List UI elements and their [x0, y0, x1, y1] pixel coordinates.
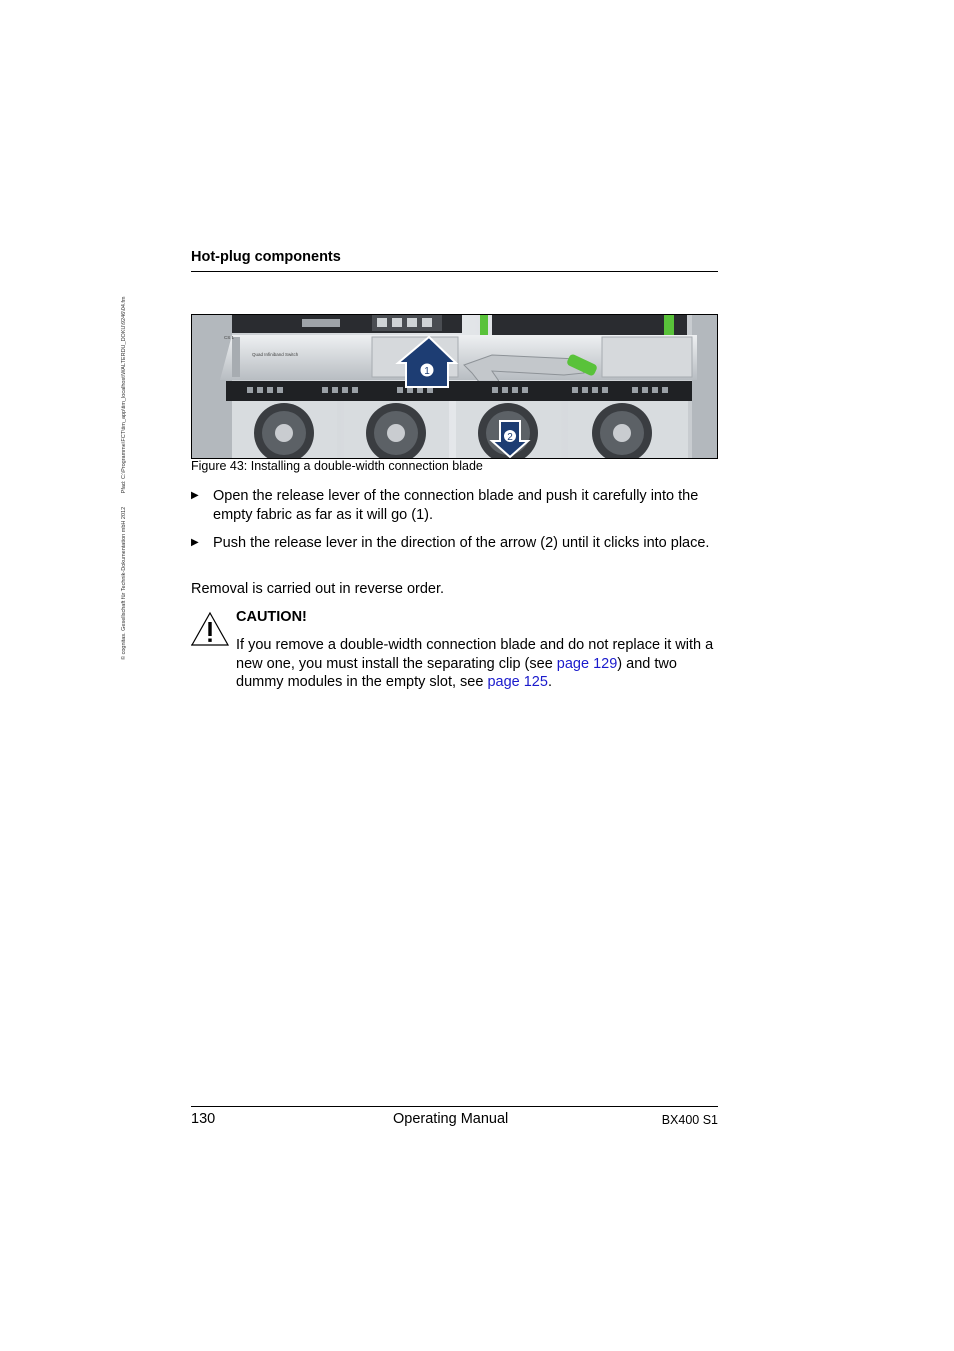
- fan-row: [232, 401, 688, 458]
- caution-icon: [190, 611, 230, 647]
- step-1: [191, 487, 718, 524]
- step-2: [191, 534, 718, 553]
- page-header: [191, 249, 718, 272]
- side-note-copyright: © cognitas. Gesellschaft für Technik-Dokumentation mbH 2012: [121, 506, 127, 660]
- caution-text-1: If you remove a double-width connection blade and do not replace it with a new one, you must install the separating clip (see: [236, 637, 714, 672]
- callout-2: 2: [507, 432, 513, 443]
- page-number: 130: [191, 1111, 216, 1127]
- port-strip: [226, 381, 692, 401]
- removal-note: Removal is carried out in reverse order.: [191, 581, 445, 597]
- link-page-125[interactable]: page 125: [487, 674, 548, 690]
- callout-1: 1: [424, 366, 430, 377]
- side-note: [121, 240, 129, 660]
- step-1-text: Open the release lever of the connection blade and push it carefully into the empty fabric as far as it will go (1).: [213, 488, 699, 523]
- manual-title: Operating Manual: [393, 1111, 509, 1127]
- figure-installing-blade: [191, 314, 718, 459]
- figure-caption: Figure 43: Installing a double-width connection blade: [191, 459, 483, 473]
- caution-text-3: .: [547, 674, 552, 690]
- step-2-text: Push the release lever in the direction of the arrow (2) until it clicks into place.: [213, 535, 710, 551]
- bullet-arrow-icon: ▶: [191, 490, 199, 501]
- page-footer: [191, 1106, 718, 1131]
- blade-photo: [192, 315, 717, 458]
- caution-body: [236, 636, 718, 692]
- link-page-129[interactable]: page 129: [556, 655, 618, 672]
- bullet-arrow-icon: ▶: [191, 537, 199, 548]
- section-title: Hot-plug components: [191, 249, 341, 265]
- caution-title: CAUTION!: [236, 609, 307, 625]
- caution-text-2: ) and two dummy modules in the empty slot, see: [236, 655, 677, 690]
- side-note-path: Pfad: C:\Programme\FCT\tim_app\tim_localhost\WALTERDU_DOKU\9246\04.fm: [121, 296, 127, 494]
- switch-label: Quad Infiniband Switch: [252, 352, 299, 357]
- cs-label: CS 1: [224, 335, 235, 340]
- product-name: BX400 S1: [661, 1113, 718, 1127]
